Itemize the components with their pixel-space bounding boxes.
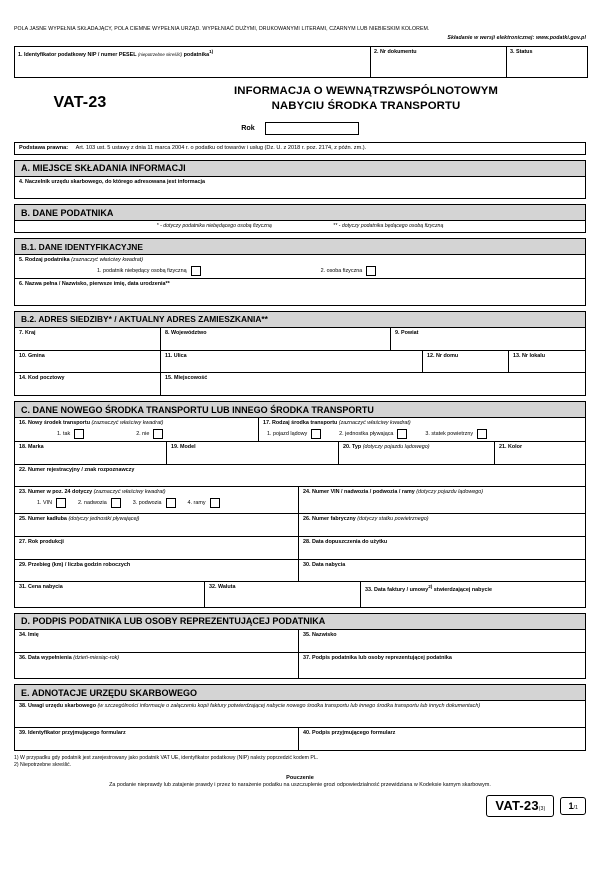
field-21-input[interactable] — [499, 451, 581, 464]
field-5-taxpayer-type[interactable] — [15, 255, 585, 278]
form-title-line1: INFORMACJA O WEWNĄTRZWSPÓLNOTOWYM — [234, 85, 498, 98]
field-14-input[interactable] — [19, 382, 156, 395]
field-28-first-use-date[interactable] — [299, 537, 585, 559]
page-number — [560, 797, 586, 815]
section-b-note-left: * - dotyczy podatnika niebędącego osobą fizyczną — [156, 223, 272, 230]
field-18-label: 18. Marka — [19, 443, 44, 450]
footnote-1: 1) W przypadku gdy podatnik jest zarejestrowany jako podatnik VAT UE, identyfikator podatkowy (NIP) należy poprzedzić kodem PL. — [14, 754, 319, 761]
field-23-option-1-label: 1. VIN — [37, 500, 52, 507]
section-b-notes — [14, 221, 586, 233]
field-39-label: 39. Identyfikator przyjmującego formularz — [19, 730, 126, 737]
field-20-type[interactable] — [339, 442, 495, 464]
field-37-signature[interactable] — [299, 653, 585, 679]
field-1-label: 1. Identyfikator podatkowy NIP / numer PESEL — [18, 51, 137, 58]
field-9-input[interactable] — [395, 337, 581, 350]
field-16-new-vehicle[interactable] — [15, 418, 259, 441]
field-16-note: (zaznaczyć właściwy kwadrat) — [91, 420, 164, 427]
field-5-option-2-label: 2. osoba fizyczna — [320, 268, 363, 275]
section-b-title: B. DANE PODATNIKA — [14, 204, 586, 221]
field-11-label: 11. Ulica — [165, 352, 187, 359]
field-16-option-1-checkbox[interactable] — [74, 429, 84, 439]
section-b-note-right: ** - dotyczy podatnika będącego osobą fizyczną — [333, 223, 444, 230]
field-22-registration-number[interactable] — [15, 465, 585, 487]
field-5-option-1-label: 1. podatnik niebędący osobą fizyczną — [97, 268, 187, 275]
field-15-city[interactable] — [161, 373, 585, 395]
legal-basis-text: Art. 103 ust. 5 ustawy z dnia 11 marca 2004 r. o podatku od towarów i usług (Dz. U. z 2018 r. poz. 2174, z późn. zm.). — [75, 145, 367, 152]
field-6-name[interactable] — [15, 279, 585, 305]
field-12-label: 12. Nr domu — [427, 352, 459, 359]
field-17-option-3[interactable] — [425, 429, 487, 439]
field-20-note: (dotyczy pojazdu lądowego) — [362, 443, 430, 450]
field-17-option-1-checkbox[interactable] — [311, 429, 321, 439]
section-a-title: A. MIEJSCE SKŁADANIA INFORMACJI — [14, 160, 586, 177]
section-b2-body — [14, 328, 586, 396]
pouczenie-title: Pouczenie — [286, 774, 314, 781]
field-33-footnote-ref: 2) — [428, 584, 433, 590]
field-36-fill-date[interactable] — [15, 653, 299, 679]
field-1-note: (niepotrzebne skreślić) — [137, 51, 183, 57]
field-24-note: (dotyczy pojazdu lądowego) — [416, 489, 484, 496]
field-23-option-4[interactable] — [188, 498, 220, 508]
field-24-input[interactable] — [303, 496, 581, 513]
field-38-office-remarks[interactable] — [15, 701, 585, 727]
field-29-input[interactable] — [19, 568, 294, 581]
field-23-option-4-label: 4. ramy — [187, 500, 206, 507]
field-16-option-1[interactable] — [57, 429, 84, 439]
section-b2-title: B.2. ADRES SIEDZIBY* / AKTUALNY ADRES ZAMIESZKANIA** — [14, 311, 586, 328]
section-e-title: E. ADNOTACJE URZĘDU SKARBOWEGO — [14, 684, 586, 701]
field-17-option-2[interactable] — [339, 429, 407, 439]
footer-form-version: (3) — [538, 805, 546, 812]
field-18-input[interactable] — [19, 451, 162, 464]
year-label: Rok — [241, 122, 255, 132]
pouczenie-text: Za podanie nieprawdy lub zatajenie prawdy i przez to narażenie podatku na uszczuplenie grozi odpowiedzialność przewidziana w Kodeksie karnym skarbowym. — [109, 781, 491, 788]
field-34-input[interactable] — [19, 639, 294, 652]
field-17-option-2-checkbox[interactable] — [397, 429, 407, 439]
field-19-input[interactable] — [171, 451, 334, 464]
field-17-option-2-label: 2. jednostka pływająca — [339, 430, 394, 437]
form-title — [146, 84, 586, 113]
field-23-option-3-checkbox[interactable] — [166, 498, 176, 508]
section-e-body — [14, 701, 586, 751]
field-19-label: 19. Model — [171, 443, 196, 450]
field-13-label: 13. Nr lokalu — [513, 352, 546, 359]
title-band — [14, 84, 586, 113]
field-5-option-2[interactable] — [321, 266, 377, 276]
field-33-label: 33. Data faktury / umowy — [365, 587, 429, 594]
field-27-production-year[interactable] — [15, 537, 299, 559]
field-10-label: 10. Gmina — [19, 352, 45, 359]
field-29-label: 29. Przebieg (km) / liczba godzin roboczych — [19, 561, 131, 568]
field-30-input[interactable] — [303, 568, 581, 581]
section-b1-body — [14, 255, 586, 306]
field-35-label: 35. Nazwisko — [303, 631, 337, 638]
field-23-label: 23. Numer w poz. 24 dotyczy — [19, 489, 93, 496]
field-31-label: 31. Cena nabycia — [19, 584, 63, 591]
field-5-option-1[interactable] — [97, 266, 201, 276]
field-28-label: 28. Data dopuszczenia do użytku — [303, 538, 388, 545]
field-20-label: 20. Typ — [343, 443, 362, 450]
field-23-option-2-checkbox[interactable] — [111, 498, 121, 508]
field-17-option-1-label: 1. pojazd lądowy — [267, 430, 308, 437]
field-11-input[interactable] — [165, 359, 418, 372]
field-17-transport-type[interactable] — [259, 418, 585, 441]
field-16-option-2-checkbox[interactable] — [153, 429, 163, 439]
field-33-invoice-date[interactable] — [361, 582, 585, 607]
field-1-nip-pesel[interactable] — [15, 47, 371, 78]
section-a-body — [14, 177, 586, 200]
field-22-label: 22. Numer rejestracyjny / znak rozpoznawczy — [19, 466, 135, 473]
section-d-body — [14, 630, 586, 680]
footnote-2: 2) Niepotrzebne skreślić. — [14, 762, 72, 769]
field-2-label: 2. Nr dokumentu — [374, 48, 417, 55]
footer-form-code-text: VAT-23 — [495, 797, 539, 813]
field-30-acquisition-date[interactable] — [299, 560, 585, 582]
field-23-option-3-label: 3. podwozia — [132, 500, 162, 507]
field-20-input[interactable] — [343, 451, 490, 464]
field-38-input[interactable] — [19, 710, 581, 727]
field-12-input[interactable] — [427, 359, 504, 372]
field-7-label: 7. Kraj — [19, 329, 36, 336]
field-7-input[interactable] — [19, 337, 156, 350]
field-12-house-number[interactable] — [423, 351, 509, 373]
field-14-postal-code[interactable] — [15, 373, 161, 395]
field-3-label: 3. Status — [510, 48, 533, 55]
field-17-note: (zaznaczyć właściwy kwadrat) — [338, 420, 411, 427]
field-35-input[interactable] — [303, 639, 581, 652]
field-15-label: 15. Miejscowość — [165, 375, 208, 382]
field-23-option-1[interactable] — [37, 498, 66, 508]
field-23-option-2-label: 2. nadwozia — [77, 500, 107, 507]
footnotes — [14, 755, 586, 770]
field-23-note: (zaznaczyć właściwy kwadrat) — [93, 489, 166, 496]
field-21-label: 21. Kolor — [499, 443, 523, 450]
field-10-commune[interactable] — [15, 351, 161, 373]
field-39-input[interactable] — [19, 737, 294, 750]
field-28-input[interactable] — [303, 546, 581, 559]
field-18-make[interactable] — [15, 442, 167, 464]
field-8-voivodeship[interactable] — [161, 328, 391, 350]
field-32-currency[interactable] — [205, 582, 361, 607]
field-4-input[interactable] — [19, 185, 581, 198]
field-25-input[interactable] — [19, 523, 294, 536]
legal-basis-prefix: Podstawa prawna: — [19, 145, 69, 152]
field-24-label: 24. Numer VIN / nadwozia / podwozia / ramy — [303, 489, 415, 496]
field-2-document-number[interactable] — [371, 47, 507, 78]
field-22-input[interactable] — [19, 473, 581, 486]
field-39-receiver-id[interactable] — [15, 728, 299, 750]
field-5-note: (zaznaczyć właściwy kwadrat) — [71, 257, 144, 264]
field-37-label: 37. Podpis podatnika lub osoby reprezentującej podatnika — [303, 654, 452, 661]
field-34-label: 34. Imię — [19, 631, 39, 638]
field-23-number-refers-to[interactable] — [15, 487, 299, 513]
field-26-label: 26. Numer fabryczny — [303, 516, 356, 523]
field-25-label: 25. Numer kadłuba — [19, 516, 67, 523]
section-c-body — [14, 418, 586, 608]
field-23-option-2[interactable] — [78, 498, 121, 508]
field-36-note: (dzień-miesiąc-rok) — [73, 654, 120, 661]
field-16-label: 16. Nowy środek transportu — [19, 420, 90, 427]
field-25-note: (dotyczy jednostki pływającej) — [68, 516, 140, 523]
field-16-option-2[interactable] — [136, 429, 163, 439]
field-34-first-name[interactable] — [15, 630, 299, 652]
field-4-tax-office[interactable] — [15, 177, 585, 199]
field-36-input[interactable] — [19, 661, 294, 678]
field-26-note: (dotyczy statku powietrznego) — [357, 516, 429, 523]
footer-form-code — [486, 795, 554, 817]
field-26-input[interactable] — [303, 523, 581, 536]
field-5-label: 5. Rodzaj podatnika — [19, 257, 70, 264]
top-instruction-note — [14, 26, 586, 43]
field-6-label: 6. Nazwa pełna / Nazwisko, pierwsze imię, data urodzenia** — [19, 281, 170, 288]
field-3-input[interactable] — [510, 55, 584, 73]
field-33-input[interactable] — [365, 594, 581, 607]
field-35-last-name[interactable] — [299, 630, 585, 652]
field-4-label: 4. Naczelnik urzędu skarbowego, do którego adresowana jest informacja — [19, 178, 206, 185]
field-29-mileage[interactable] — [15, 560, 299, 582]
page-number-total: /1 — [573, 804, 578, 811]
field-24-vin[interactable] — [299, 487, 585, 513]
field-7-country[interactable] — [15, 328, 161, 350]
field-13-apartment-number[interactable] — [509, 351, 585, 373]
field-6-input[interactable] — [19, 288, 581, 305]
field-40-label: 40. Podpis przyjmującego formularz — [303, 730, 396, 737]
field-2-input[interactable] — [374, 55, 503, 73]
section-d-title: D. PODPIS PODATNIKA LUB OSOBY REPREZENTUJĄCEJ PODATNIKA — [14, 613, 586, 630]
field-16-option-2-label: 2. nie — [136, 430, 150, 437]
field-1-label2: podatnika — [183, 51, 210, 58]
field-15-input[interactable] — [165, 382, 581, 395]
field-32-input[interactable] — [209, 591, 356, 604]
field-8-input[interactable] — [165, 337, 386, 350]
field-21-color[interactable] — [495, 442, 585, 464]
top-note-line2: Składanie w wersji elektronicznej: www.podatki.gov.pl — [447, 34, 586, 41]
year-input[interactable] — [265, 122, 359, 135]
field-14-label: 14. Kod pocztowy — [19, 375, 65, 382]
field-31-input[interactable] — [19, 591, 200, 604]
form-page — [0, 26, 600, 875]
field-40-input[interactable] — [303, 737, 581, 750]
field-1-input[interactable] — [18, 57, 367, 75]
field-38-label: 38. Uwagi urzędu skarbowego — [19, 703, 96, 710]
field-27-label: 27. Rok produkcji — [19, 538, 64, 545]
form-title-line2: NABYCIU ŚRODKA TRANSPORTU — [271, 99, 461, 112]
field-23-option-3[interactable] — [133, 498, 176, 508]
page-number-current: 1 — [568, 800, 574, 811]
field-9-label: 9. Powiat — [395, 329, 419, 336]
field-36-label: 36. Data wypełnienia — [19, 654, 72, 661]
field-25-hull-number[interactable] — [15, 514, 299, 536]
field-16-option-1-label: 1. tak — [57, 430, 71, 437]
field-9-county[interactable] — [391, 328, 585, 350]
section-b1-title: B.1. DANE IDENTYFIKACYJNE — [14, 238, 586, 255]
field-37-input[interactable] — [303, 661, 581, 678]
field-38-note: (w szczególności informacje o załączeniu kopii faktury potwierdzającej nabycie nowego środka transportu lub innego środka transportu lub innych dokumentach) — [97, 703, 481, 710]
field-10-input[interactable] — [19, 359, 156, 372]
field-13-input[interactable] — [513, 359, 581, 372]
field-17-option-3-label: 3. statek powietrzny — [425, 430, 474, 437]
footer-bar — [14, 795, 586, 817]
field-1-footnote-ref: 1) — [209, 48, 214, 54]
field-30-label: 30. Data nabycia — [303, 561, 346, 568]
field-23-option-1-checkbox[interactable] — [56, 498, 66, 508]
legal-basis — [14, 142, 586, 155]
field-17-label: 17. Rodzaj środka transportu — [263, 420, 338, 427]
field-33-label-cont: stwierdzającej nabycie — [432, 587, 492, 594]
field-17-option-1[interactable] — [267, 429, 321, 439]
field-27-input[interactable] — [19, 546, 294, 559]
field-19-model[interactable] — [167, 442, 339, 464]
field-11-street[interactable] — [161, 351, 423, 373]
field-5-option-1-checkbox[interactable] — [191, 266, 201, 276]
top-note-line1: POLA JASNE WYPEŁNIA SKŁADAJĄCY, POLA CIEMNE WYPEŁNIA URZĄD. WYPEŁNIAĆ DUŻYMI, DRUKOWANYMI LITERAMI, CZARNYM LUB NIEBIESKIM KOLOREM. — [14, 26, 430, 32]
section-c-title: C. DANE NOWEGO ŚRODKA TRANSPORTU LUB INNEGO ŚRODKA TRANSPORTU — [14, 401, 586, 418]
field-40-receiver-signature[interactable] — [299, 728, 585, 750]
header-fields — [14, 46, 588, 79]
form-code: VAT-23 — [53, 94, 107, 112]
field-8-label: 8. Województwo — [165, 329, 207, 336]
field-5-option-2-checkbox[interactable] — [366, 266, 376, 276]
field-17-option-3-checkbox[interactable] — [477, 429, 487, 439]
field-32-label: 32. Waluta — [209, 584, 236, 591]
field-26-serial-number[interactable] — [299, 514, 585, 536]
field-3-status[interactable] — [507, 47, 587, 78]
section-b-note-row — [15, 221, 585, 232]
field-31-purchase-price[interactable] — [15, 582, 205, 607]
field-23-option-4-checkbox[interactable] — [210, 498, 220, 508]
year-row — [14, 122, 586, 135]
